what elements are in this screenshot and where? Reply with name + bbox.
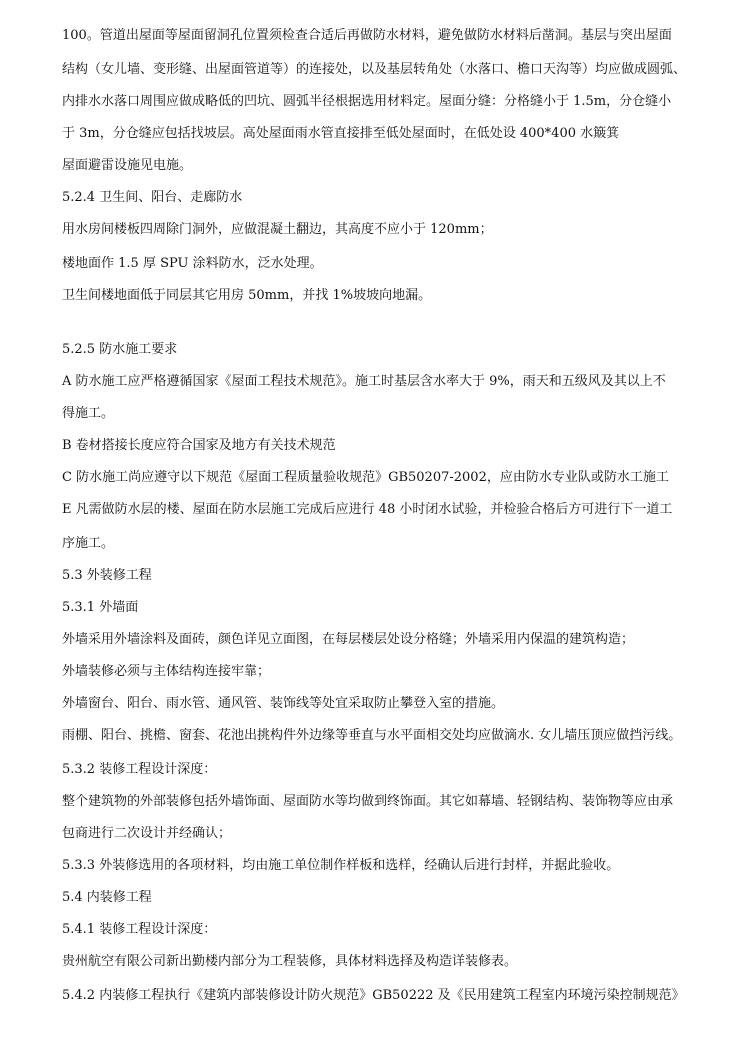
section-heading: 5.3.1 外墙面 [62,600,139,615]
section-heading: 5.2.5 防水施工要求 [62,342,178,357]
text-line: 100。管道出屋面等屋面留洞孔位置须检查合适后再做防水材料，避免做防水材料后凿洞。基层与突出屋面 [62,28,672,43]
section-heading: 5.4 内装修工程 [62,890,152,905]
text-line: 用水房间楼板四周除门洞外，应做混凝土翻边，其高度不应小于 120mm； [62,222,493,237]
section-heading: 5.3.2 装修工程设计深度： [62,762,217,777]
text-line: 贵州航空有限公司新出勤楼内部分为工程装修，具体材料选择及构造详装修表。 [62,954,518,969]
text-line: 5.4.2 内装修工程执行《建筑内部装修设计防火规范》GB50222 及《民用建筑工程室内环境污染控制规范》 [62,988,685,1003]
text-line: E 凡需做防水层的楼、屋面在防水层施工完成后应进行 48 小时闭水试验，并检验合格后方可进行下一道工 [62,502,673,517]
text-line: 5.3.3 外装修选用的各项材料，均由施工单位制作样板和选样，经确认后进行封样，并据此验收。 [62,858,620,873]
text-line: 得施工。 [62,406,115,421]
text-line: 外墙窗台、阳台、雨水管、通风管、装饰线等处宜采取防止攀登入室的措施。 [62,696,505,711]
section-heading: 5.4.1 装修工程设计深度： [62,922,217,937]
section-heading: 5.3 外装修工程 [62,568,152,583]
text-line: 结构（女儿墙、变形缝、出屋面管道等）的连接处，以及基层转角处（水落口、檐口天沟等）均应做成圆弧、 [62,62,687,77]
text-line: 外墙装修必须与主体结构连接牢靠； [62,664,271,679]
text-line: 雨棚、阳台、挑檐、窗套、花池出挑构件外边缘等垂直与水平面相交处均应做滴水. 女儿墙压顶应做挡污线。 [62,728,682,743]
text-line: A 防水施工应严格遵循国家《屋面工程技术规范》。施工时基层含水率大于 9%，雨天和五级风及其以上不 [62,374,666,389]
text-line: 外墙采用外墙涂料及面砖，颜色详见立面图，在每层楼层处设分格缝；外墙采用内保温的建筑构造； [62,632,635,647]
text-line: 内排水水落口周围应做成略低的凹坑、圆弧半径根据选用材料定。屋面分缝：分格缝小于 1.5m，分仓缝小 [62,94,672,109]
text-line: 包商进行二次设计并经确认； [62,826,232,841]
text-line: 楼地面作 1.5 厚 SPU 涂料防水，泛水处理。 [62,256,323,271]
text-line: 卫生间楼地面低于同层其它用房 50mm，并找 1%坡坡向地漏。 [62,288,432,303]
text-line: B 卷材搭接长度应符合国家及地方有关技术规范 [62,438,336,453]
text-line: C 防水施工尚应遵守以下规范《屋面工程质量验收规范》GB50207-2002，应由防水专业队或防水工施工 [62,470,669,485]
text-line: 整个建筑物的外部装修包括外墙饰面、屋面防水等均做到终饰面。其它如幕墙、轻钢结构、装饰物等应由承 [62,794,674,809]
section-heading: 5.2.4 卫生间、阳台、走廊防水 [62,190,243,205]
text-line: 序施工。 [62,536,115,551]
text-line: 于 3m，分仓缝应包括找坡层。高处屋面雨水管直接排至低处屋面时，在低处设 400*400 水簸箕 [62,126,620,141]
text-line: 屋面避雷设施见电施。 [62,158,193,173]
